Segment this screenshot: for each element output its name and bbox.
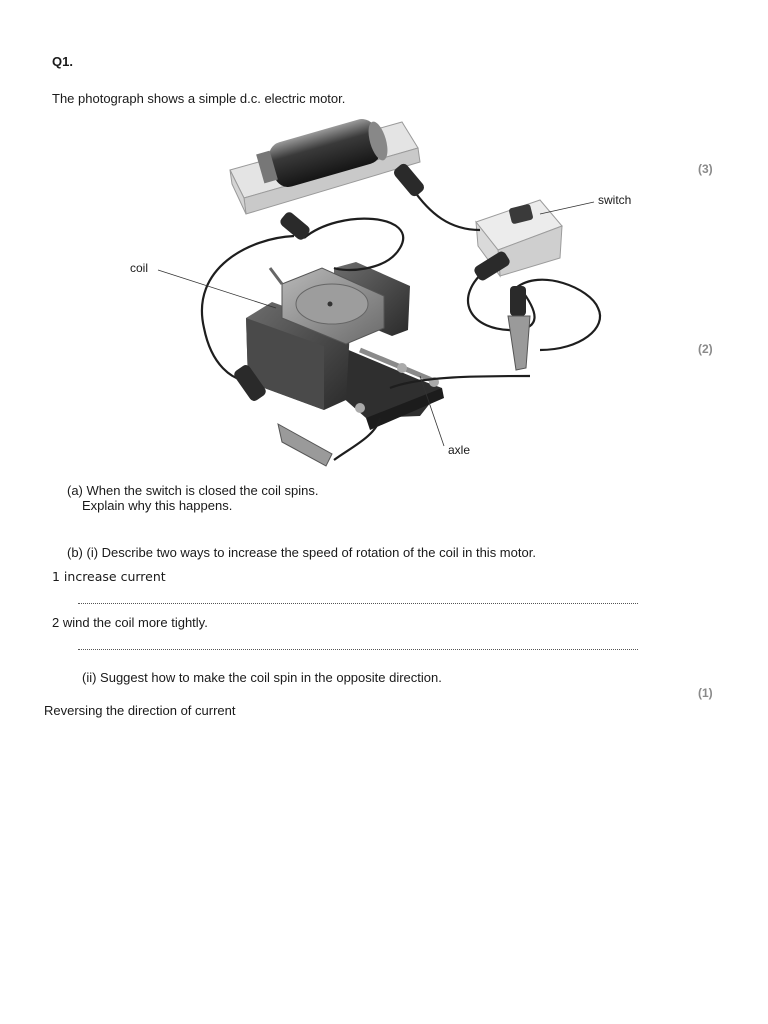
label-axle: axle bbox=[448, 443, 471, 457]
answer-line-2 bbox=[78, 649, 638, 650]
mark-part-b-i: (2) bbox=[698, 342, 713, 356]
part-a-prompt: (a) When the switch is closed the coil spins. bbox=[67, 483, 319, 498]
answer-1: 1 increase current bbox=[52, 569, 166, 584]
mark-part-a: (3) bbox=[698, 162, 713, 176]
motor-photograph bbox=[120, 118, 660, 480]
part-b-ii-prompt: (ii) Suggest how to make the coil spin in the opposite direction. bbox=[82, 670, 442, 685]
part-a-instruction: Explain why this happens. bbox=[82, 498, 233, 513]
mark-part-b-ii: (1) bbox=[698, 686, 713, 700]
part-b-i-prompt: (b) (i) Describe two ways to increase the speed of rotation of the coil in this motor. bbox=[67, 545, 536, 560]
crocodile-clip-left bbox=[278, 424, 332, 466]
answer-line-1 bbox=[78, 603, 638, 604]
question-intro: The photograph shows a simple d.c. electric motor. bbox=[52, 91, 346, 106]
answer-3: Reversing the direction of current bbox=[44, 703, 236, 718]
label-switch: switch bbox=[598, 193, 632, 207]
answer-2: 2 wind the coil more tightly. bbox=[52, 615, 208, 630]
label-coil: coil bbox=[130, 261, 149, 275]
question-number: Q1. bbox=[52, 54, 73, 69]
